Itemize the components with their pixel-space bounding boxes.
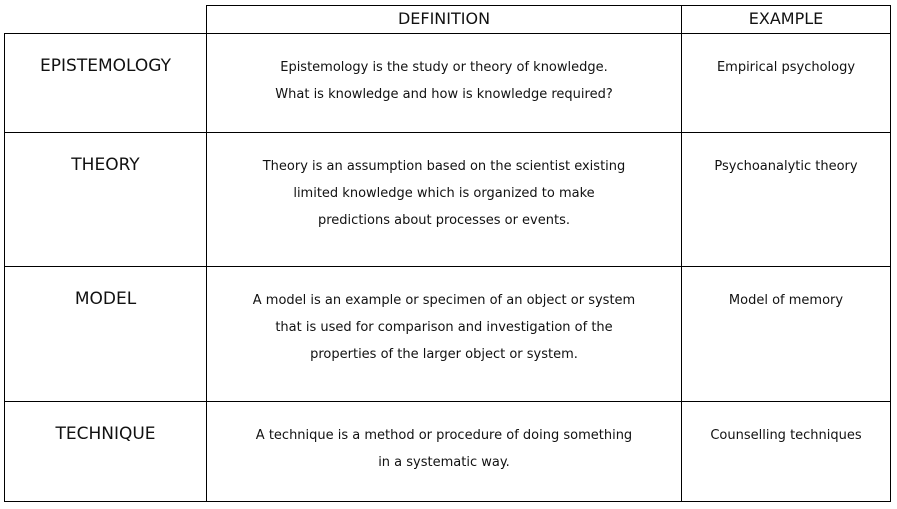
term-cell-model	[4, 266, 207, 402]
term-label: THEORY	[71, 155, 140, 175]
example-text: Psychoanalytic theory	[714, 159, 858, 174]
definition-cell-epistemology	[206, 33, 682, 133]
definition-text: Epistemology is the study or theory of knowledge. What is knowledge and how is knowledge required?	[275, 60, 613, 102]
example-text: Counselling techniques	[710, 428, 862, 443]
example-text: Model of memory	[728, 293, 844, 308]
definition-cell-theory	[206, 132, 682, 267]
definition-cell-technique	[206, 401, 682, 502]
header-definition-label: DEFINITION	[397, 9, 491, 28]
term-cell-technique	[4, 401, 207, 502]
term-label: TECHNIQUE	[55, 424, 156, 444]
header-example	[681, 5, 891, 34]
definition-text: A technique is a method or procedure of doing something in a systematic way.	[255, 428, 633, 470]
example-text: Empirical psychology	[716, 60, 856, 75]
header-example-label: EXAMPLE	[748, 9, 824, 28]
definition-cell-model	[206, 266, 682, 402]
example-cell-model	[681, 266, 891, 402]
term-cell-theory	[4, 132, 207, 267]
example-cell-theory	[681, 132, 891, 267]
header-definition	[206, 5, 682, 34]
definition-text: Theory is an assumption based on the scientist existing limited knowledge which is organized to make predictions about processes or events.	[262, 159, 626, 228]
term-cell-epistemology	[4, 33, 207, 133]
term-label: EPISTEMOLOGY	[40, 56, 171, 76]
definition-text: A model is an example or specimen of an object or system that is used for comparison and investigation of the properties of the larger object or system.	[252, 293, 636, 362]
example-cell-epistemology	[681, 33, 891, 133]
example-cell-technique	[681, 401, 891, 502]
term-label: MODEL	[74, 289, 137, 309]
